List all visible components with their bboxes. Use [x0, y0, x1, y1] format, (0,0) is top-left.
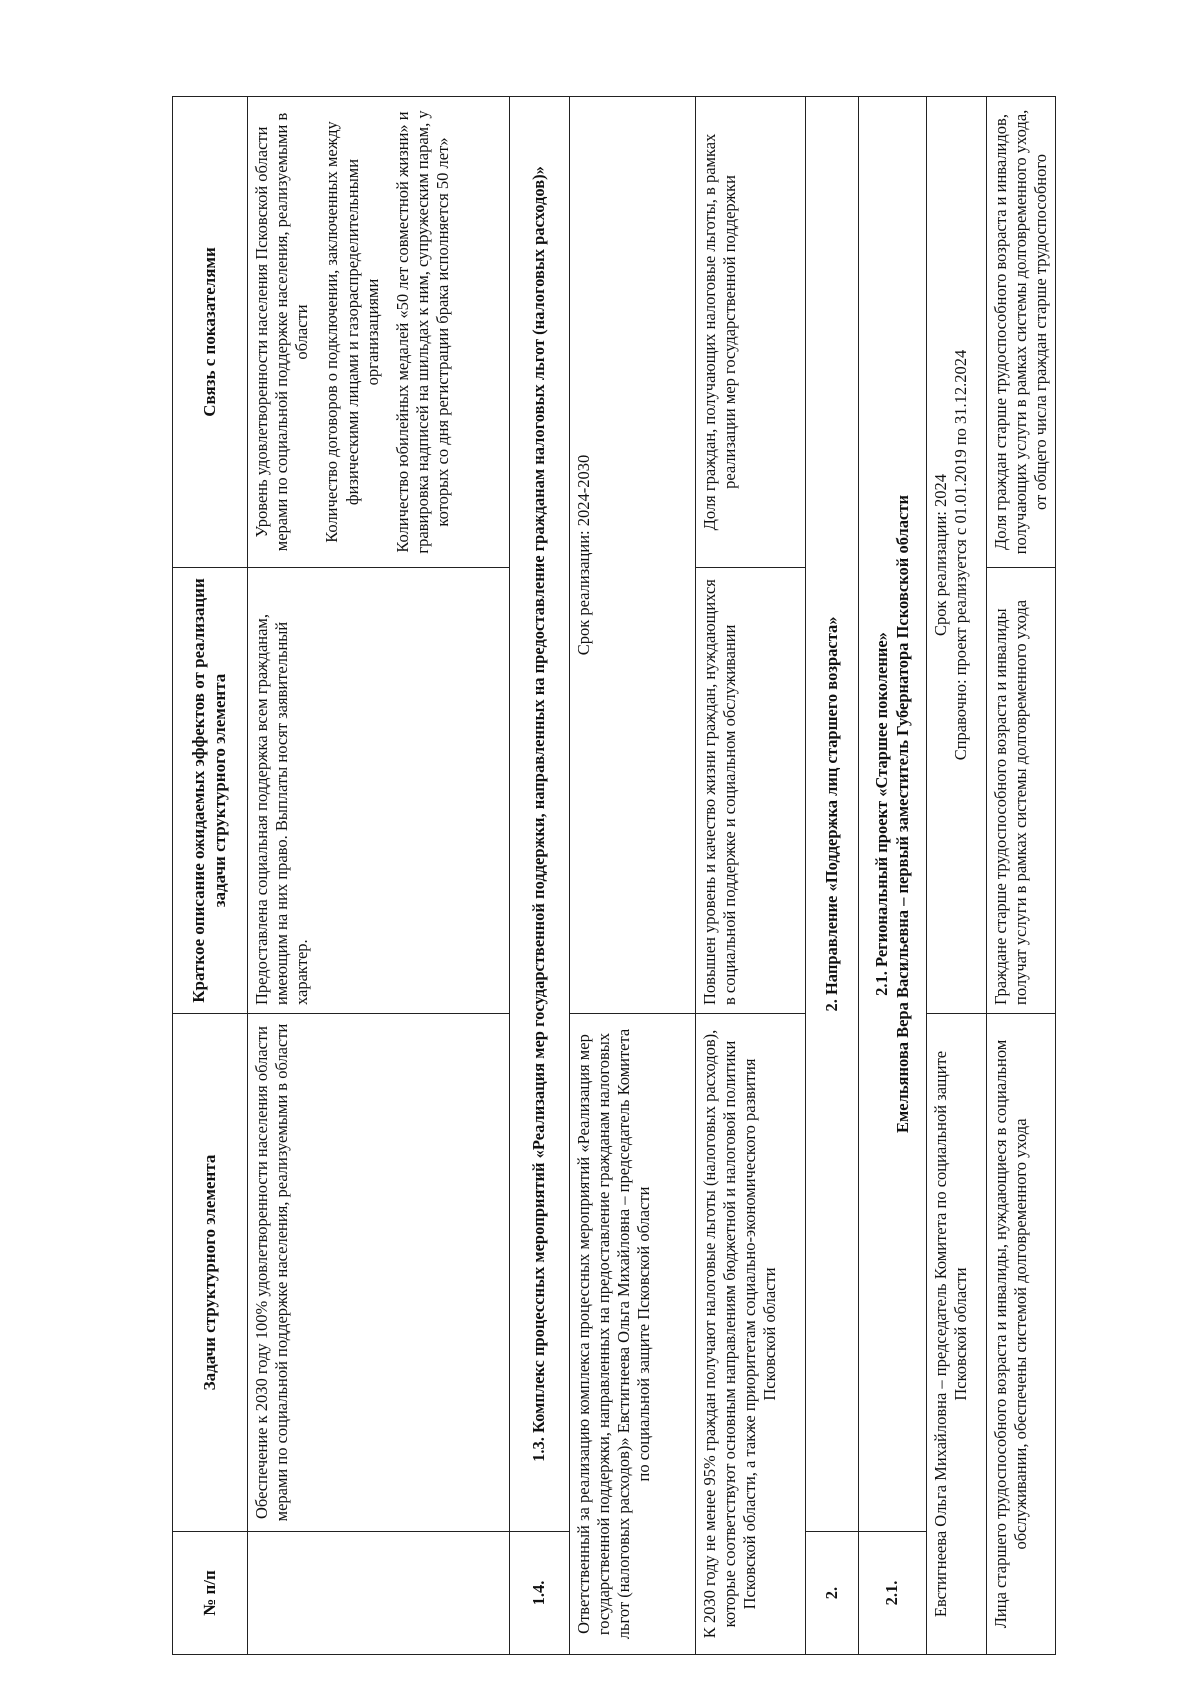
cell-support-indicators	[248, 97, 510, 568]
cell-support-effect: Предоставлена социальная поддержка всем гражданам, имеющим на них право. Выплаты носят заявительный характер.	[248, 568, 510, 1014]
reference-period: Справочно: проект реализуется с 01.01.2019 по 31.12.2024	[951, 349, 971, 761]
responsible-row-1	[570, 97, 696, 1655]
section-title-block	[859, 97, 927, 1532]
header-num: № п/п	[173, 1532, 248, 1655]
cell-tax-indicator: Доля граждан, получающих налоговые льготы, в рамках реализации мер государственной поддержки	[696, 97, 806, 568]
indicator-text: Уровень удовлетворенности населения Псковской области мерами по социальной поддержке населения, реализуемыми в области	[252, 112, 312, 552]
table-row-tax	[696, 97, 806, 1655]
section-number: 2.1.	[859, 1532, 927, 1655]
section-title: 2. Направление «Поддержка лиц старшего возраста»	[806, 97, 859, 1532]
implementation-period: Срок реализации: 2024-2030	[570, 97, 696, 1014]
section-row-2-1	[859, 97, 927, 1655]
header-tasks: Задачи структурного элемента	[173, 1014, 248, 1532]
table-row-elderly	[987, 97, 1056, 1655]
cell-support-task: Обеспечение к 2030 году 100% удовлетворенности населения области мерами по социальной поддержке населения, реализуемыми в области	[248, 1014, 510, 1532]
section-number: 1.4.	[510, 1532, 570, 1655]
table-row-support	[248, 97, 510, 1655]
cell-elderly-indicator: Доля граждан старше трудоспособного возраста и инвалидов, получающих услуги в рамках системы долговременного ухода, от общего числа граждан старше трудоспособного	[987, 97, 1056, 568]
section-row-2	[806, 97, 859, 1655]
responsible-person: Евстигнеева Ольга Михайловна – председатель Комитета по социальной защите Псковской области	[927, 1014, 987, 1655]
header-effects: Краткое описание ожидаемых эффектов от реализации задачи структурного элемента	[173, 568, 248, 1014]
header-indicators: Связь с показателями	[173, 97, 248, 568]
section-number: 2.	[806, 1532, 859, 1655]
structural-elements-table	[172, 96, 1056, 1655]
project-title: 2.1. Региональный проект «Старшее поколение»	[872, 632, 892, 996]
header-row	[173, 97, 248, 1655]
responsible-row-2	[927, 97, 987, 1655]
cell-empty-num	[248, 1532, 510, 1655]
cell-elderly-task: Лица старшего трудоспособного возраста и инвалиды, нуждающиеся в социальном обслуживании, обеспечены системой долговременного ухода	[987, 1014, 1056, 1655]
rotated-landscape-table	[172, 97, 1051, 1655]
cell-tax-task: К 2030 году не менее 95% граждан получают налоговые льготы (налоговых расходов), которые соответствуют основным направлениям бюджетной и налоговой политики Псковской области, а также приоритетам социально-экономического развития Псковской области	[696, 1014, 806, 1655]
section-title: 1.3. Комплекс процессных мероприятий «Реализация мер государственной поддержки, направленных на предоставление гражданам налоговых льгот (налоговых расходов)»	[510, 97, 570, 1532]
cell-tax-effect: Повышен уровень и качество жизни граждан, нуждающихся в социальной поддержке и социальном обслуживании	[696, 568, 806, 1014]
implementation-period-block	[927, 97, 987, 1014]
section-row-1-4	[510, 97, 570, 1655]
indicator-text: Количество юбилейных медалей «50 лет совместной жизни» и гравировка надписей на шильдах к ним, супружеским парам, у которых со дня регистрации брака исполняется 50 лет»	[392, 110, 452, 554]
project-curator: Емельянова Вера Васильевна – первый заместитель Губернатора Псковской области	[892, 495, 912, 1133]
indicator-text: Количество договоров о подключении, заключенных между физическими лицами и газораспределительными организациями	[322, 121, 382, 543]
implementation-period: Срок реализации: 2024	[931, 474, 950, 636]
responsible-person: Ответственный за реализацию комплекса процессных мероприятий «Реализация мер государственной поддержки, направленных на предоставление гражданам налоговых льгот (налоговых расходов)» Евстигнеева Ольга Михайловна – председатель Комитета по социальной защите Псковской области	[570, 1014, 696, 1655]
cell-elderly-effect: Граждане старше трудоспособного возраста и инвалиды получат услуги в рамках системы долговременного ухода	[987, 568, 1056, 1014]
